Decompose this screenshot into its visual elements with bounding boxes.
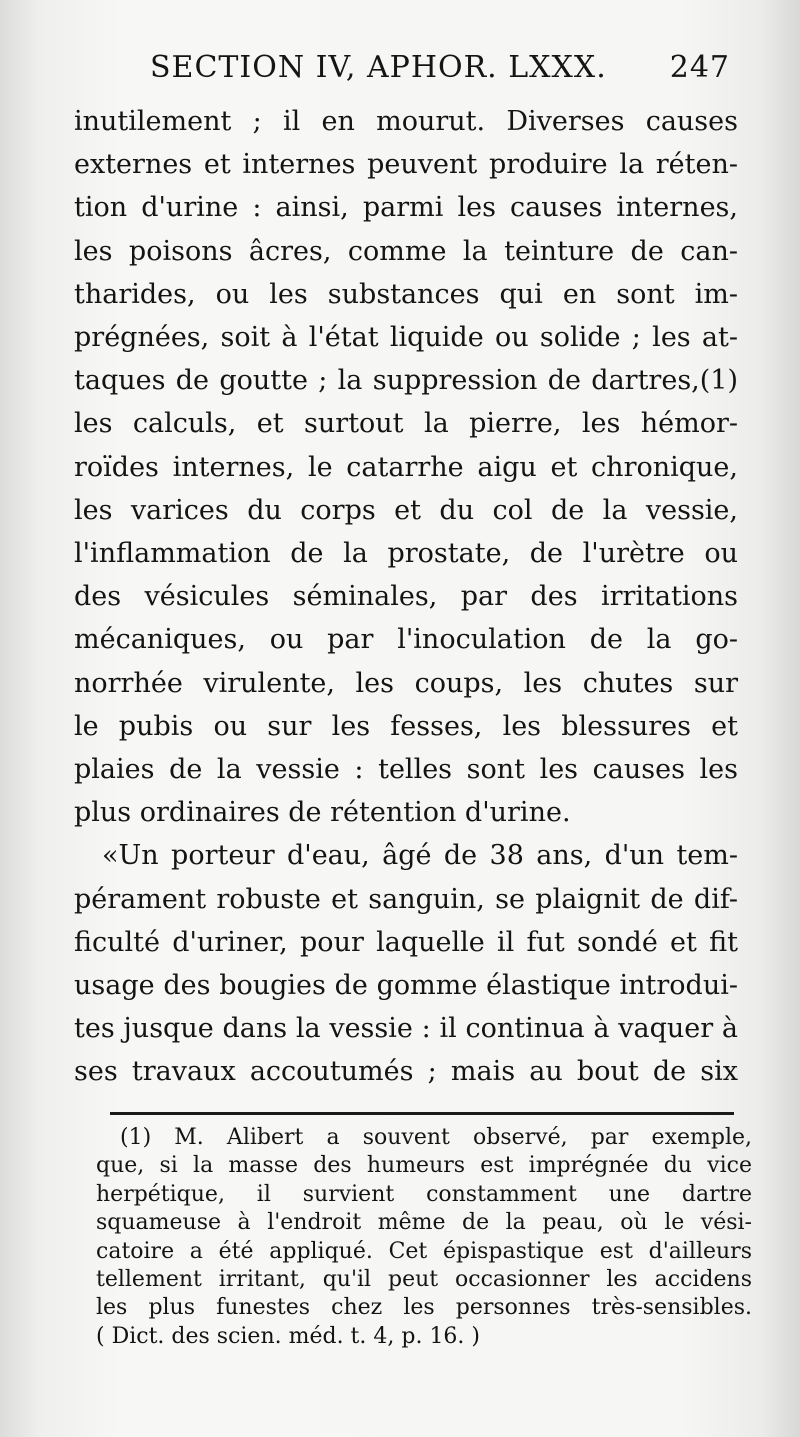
- footnote-line: ( Dict. des scien. méd. t. 4, p. 16. ): [96, 1323, 481, 1349]
- body-line: norrhée virulente, les coups, les chutes sur: [74, 667, 738, 699]
- body-line: roïdes internes, le catarrhe aigu et chronique,: [74, 451, 738, 483]
- body-line: pérament robuste et sanguin, se plaignit de dif-: [74, 883, 738, 915]
- body-line: «Un porteur d'eau, âgé de 38 ans, d'un tem-: [102, 840, 738, 872]
- running-head: [150, 50, 730, 85]
- body-line: tion d'urine : ainsi, parmi les causes internes,: [74, 192, 738, 224]
- body-line: les poisons âcres, comme la teinture de can-: [74, 235, 738, 267]
- body-line: ficulté d'uriner, pour laquelle il fut sondé et fit: [74, 926, 738, 958]
- body-line: taques de goutte ; la suppression de dartres,(1): [74, 365, 738, 397]
- body-line: externes et internes peuvent produire la réten-: [74, 149, 738, 181]
- body-line: usage des bougies de gomme élastique introdui-: [74, 970, 738, 1002]
- body-line: prégnées, soit à l'état liquide ou solide ; les at-: [74, 322, 738, 354]
- running-title: SECTION IV, APHOR. LXXX.: [150, 50, 607, 85]
- footnote-line: (1) M. Alibert a souvent observé, par exemple,: [120, 1125, 752, 1150]
- footnote-line: tellement irritant, qu'il peut occasionner les accidens: [96, 1267, 752, 1293]
- footnote: [96, 1124, 752, 1351]
- body-line: ses travaux accoutumés ; mais au bout de six: [74, 1056, 738, 1088]
- body-line: plus ordinaires de rétention d'urine.: [74, 797, 571, 829]
- body-line: le pubis ou sur les fesses, les blessures et: [74, 710, 738, 742]
- footnote-rule: [110, 1112, 734, 1115]
- footnote-line: catoire a été appliqué. Cet épispastique est d'ailleurs: [96, 1238, 752, 1264]
- body-line: les varices du corps et du col de la vessie,: [74, 494, 738, 526]
- body-line: mécaniques, ou par l'inoculation de la go-: [74, 624, 738, 656]
- body-line: plaies de la vessie : telles sont les causes les: [74, 754, 738, 786]
- body-line: l'inflammation de la prostate, de l'urètre ou: [74, 538, 738, 570]
- footnote-line: que, si la masse des humeurs est imprégnée du vice: [96, 1153, 752, 1179]
- footnote-line: herpétique, il survient constamment une dartre: [96, 1181, 752, 1207]
- body-text: [74, 100, 738, 1094]
- footnote-line: les plus funestes chez les personnes très-sensibles.: [96, 1295, 752, 1321]
- body-line: inutilement ; il en mourut. Diverses causes: [74, 106, 738, 137]
- body-line: tharides, ou les substances qui en sont im-: [74, 278, 738, 310]
- body-line: les calculs, et surtout la pierre, les hémor-: [74, 408, 738, 440]
- body-line: tes jusque dans la vessie : il continua à vaquer à: [74, 1013, 738, 1045]
- footnote-line: squameuse à l'endroit même de la peau, où le vési-: [96, 1210, 752, 1236]
- body-line: des vésicules séminales, par des irritations: [74, 581, 738, 613]
- page-number: 247: [669, 50, 730, 85]
